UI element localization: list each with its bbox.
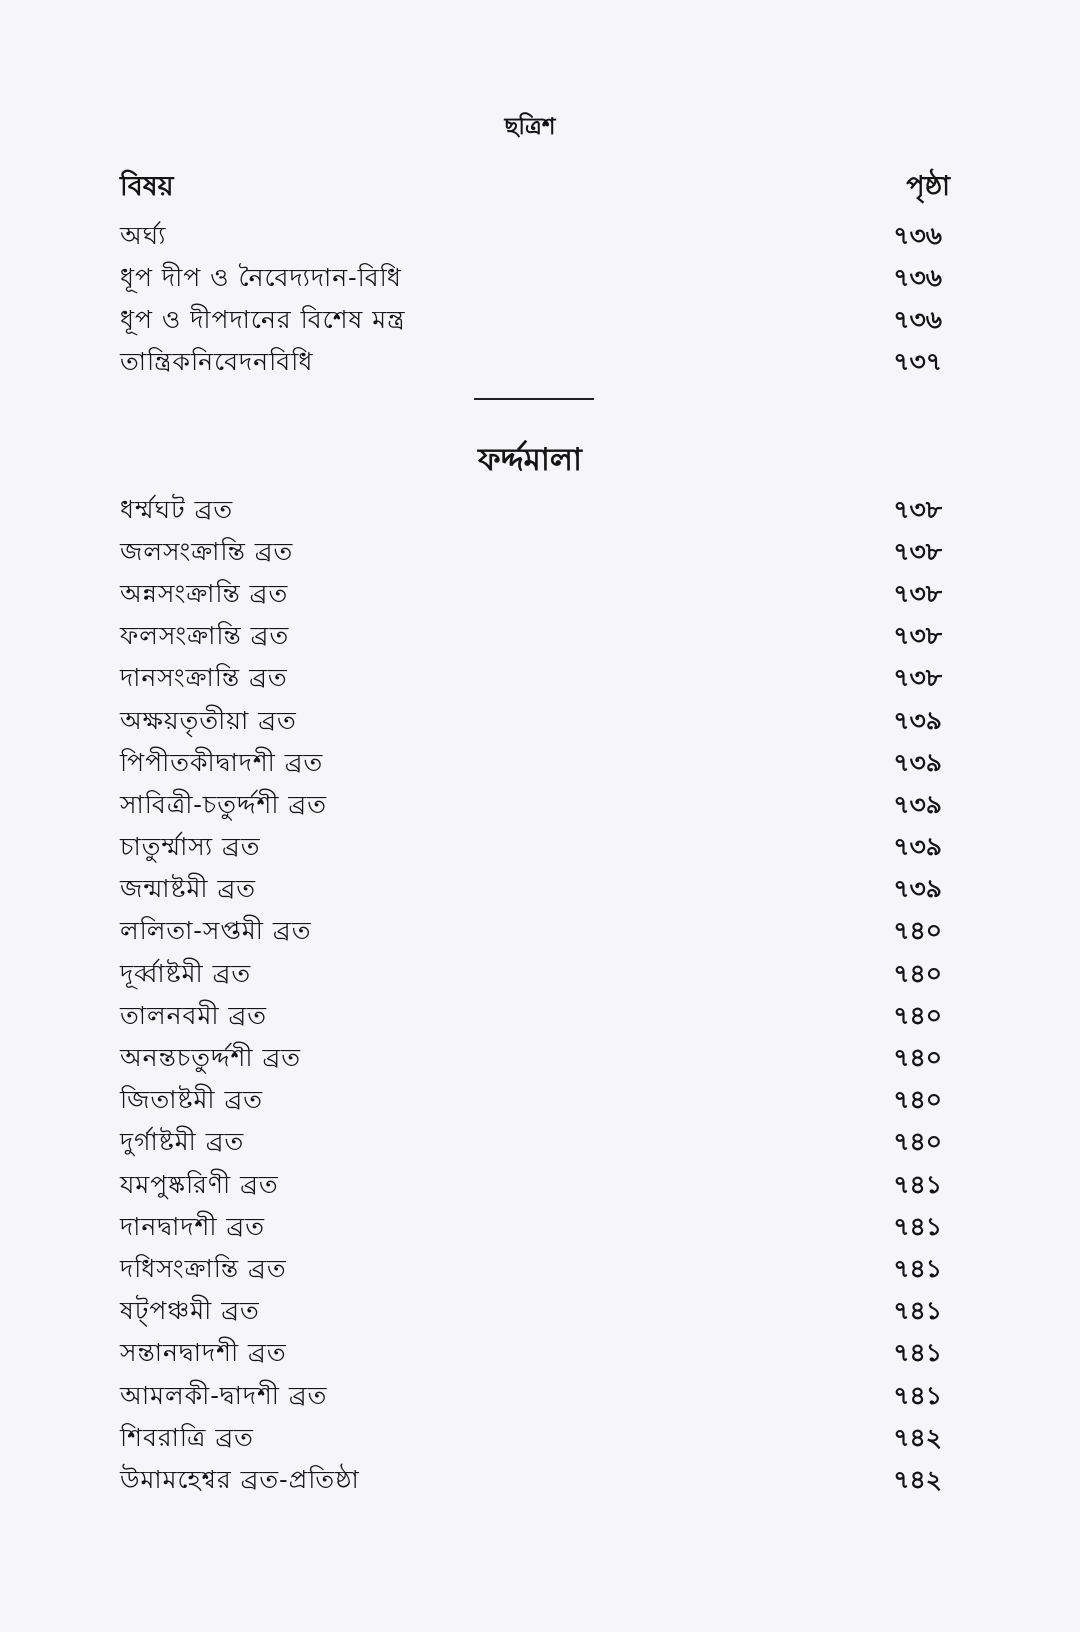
toc-entry	[120, 1205, 950, 1247]
toc-entry	[120, 1416, 950, 1458]
toc-entry	[120, 1332, 950, 1374]
toc-entry-title: চাতুর্ম্মাস্য ব্রত	[120, 832, 261, 862]
subject-column-label: বিষয়	[120, 171, 174, 202]
toc-entry-page: ৭৩৮	[893, 578, 942, 608]
toc-entry	[120, 741, 950, 783]
toc-entry-page: ৭৪০	[893, 1085, 942, 1115]
toc-entry-page: ৭৩৯	[893, 832, 942, 862]
toc-entry-title: ধূপ ও দীপদানের বিশেষ মন্ত্র	[120, 304, 406, 334]
toc-entry	[120, 256, 950, 298]
toc-entry-title: যমপুষ্করিণী ব্রত	[120, 1169, 279, 1199]
toc-entry-page: ৭৩৬	[893, 262, 942, 292]
toc-entry	[120, 1374, 950, 1416]
toc-entry-title: দানদ্বাদশী ব্রত	[120, 1211, 265, 1241]
toc-entry-title: শিবরাত্রি ব্রত	[120, 1422, 254, 1452]
toc-entry-page: ৭৩৯	[893, 705, 942, 735]
toc-entry	[120, 572, 950, 614]
toc-entry-page: ৭৩৬	[893, 304, 942, 334]
toc-entry	[120, 298, 950, 340]
toc-entry-page: ৭৩৭	[893, 346, 942, 376]
section-title: ফর্দ্দমালা	[478, 442, 582, 478]
toc-entry-title: উমামহেশ্বর ব্রত-প্রতিষ্ঠা	[120, 1464, 360, 1494]
toc-entry	[120, 699, 950, 741]
toc-entry	[120, 530, 950, 572]
toc-entry	[120, 994, 950, 1036]
toc-entry-title: দানসংক্রান্তি ব্রত	[120, 663, 288, 693]
toc-entry-title: অক্ষয়তৃতীয়া ব্রত	[120, 705, 297, 735]
toc-entry-page: ৭৩৯	[893, 874, 942, 904]
toc-entry	[120, 488, 950, 530]
toc-entry-title: জিতাষ্টমী ব্রত	[120, 1085, 264, 1115]
toc-entry-page: ৭৪১	[893, 1169, 942, 1199]
toc-entry-page: ৭৪১	[893, 1211, 942, 1241]
toc-entry	[120, 1163, 950, 1205]
toc-entry-title: তান্ত্রিকনিবেদনবিধি	[120, 346, 314, 376]
toc-entry-page: ৭৪০	[893, 958, 942, 988]
toc-entry	[120, 868, 950, 910]
section-divider	[474, 398, 594, 400]
toc-entry-page: ৭৪২	[893, 1422, 942, 1452]
toc-entry-page: ৭৩৮	[893, 536, 942, 566]
toc-list-first	[120, 214, 950, 382]
toc-entry	[120, 657, 950, 699]
toc-entry-title: জলসংক্রান্তি ব্রত	[120, 536, 294, 566]
toc-entry	[120, 340, 950, 382]
toc-entry-page: ৭৪১	[893, 1338, 942, 1368]
toc-entry	[120, 952, 950, 994]
toc-entry	[120, 910, 950, 952]
toc-entry-page: ৭৩৮	[893, 663, 942, 693]
toc-entry-title: তালনবমী ব্রত	[120, 1000, 267, 1030]
toc-entry-title: পিপীতকীদ্বাদশী ব্রত	[120, 747, 324, 777]
toc-entry-page: ৭৪১	[893, 1380, 942, 1410]
toc-entry-title: অন্নসংক্রান্তি ব্রত	[120, 578, 289, 608]
toc-entry-page: ৭৪১	[893, 1296, 942, 1326]
toc-entry	[120, 1290, 950, 1332]
toc-entry-title: ষট্‌পঞ্চমী ব্রত	[120, 1296, 260, 1326]
toc-entry-title: অনন্তচতুর্দ্দশী ব্রত	[120, 1043, 301, 1073]
toc-entry-title: ধূপ দীপ ও নৈবেদ্যদান-বিধি	[120, 262, 402, 292]
toc-entry-title: ধর্ম্মঘট ব্রত	[120, 494, 234, 524]
toc-entry-page: ৭৩৯	[893, 747, 942, 777]
toc-entry	[120, 826, 950, 868]
toc-entry	[120, 214, 950, 256]
toc-entry-title: অর্ঘ্য	[120, 220, 167, 250]
toc-entry-page: ৭৪০	[893, 1043, 942, 1073]
toc-entry	[120, 1079, 950, 1121]
toc-entry-title: সন্তানদ্বাদশী ব্রত	[120, 1338, 287, 1368]
toc-entry-page: ৭৩৯	[893, 789, 942, 819]
toc-entry-title: ললিতা-সপ্তমী ব্রত	[120, 916, 312, 946]
toc-entry	[120, 1121, 950, 1163]
toc-entry-page: ৭৪১	[893, 1253, 942, 1283]
toc-entry-page: ৭৩৬	[893, 220, 942, 250]
toc-entry-title: সাবিত্রী-চতুর্দ্দশী ব্রত	[120, 789, 327, 819]
toc-entry-title: দূর্ব্বাষ্টমী ব্রত	[120, 958, 252, 988]
toc-entry	[120, 1036, 950, 1078]
toc-entry-title: জন্মাষ্টমী ব্রত	[120, 874, 257, 904]
toc-list-second	[120, 488, 950, 1501]
toc-entry	[120, 615, 950, 657]
toc-entry-page: ৭৩৮	[893, 494, 942, 524]
toc-entry-title: দধিসংক্রান্তি ব্রত	[120, 1253, 287, 1283]
toc-entry-page: ৭৪০	[893, 1127, 942, 1157]
toc-entry-page: ৭৪০	[893, 916, 942, 946]
toc-entry-page: ৭৪০	[893, 1000, 942, 1030]
toc-entry	[120, 783, 950, 825]
toc-entry-title: ফলসংক্রান্তি ব্রত	[120, 621, 290, 651]
toc-entry-title: দুর্গাষ্টমী ব্রত	[120, 1127, 245, 1157]
toc-header	[120, 166, 950, 211]
toc-entry	[120, 1458, 950, 1500]
toc-entry	[120, 1247, 950, 1289]
toc-entry-title: আমলকী-দ্বাদশী ব্রত	[120, 1380, 328, 1410]
toc-entry-page: ৭৪২	[893, 1464, 942, 1494]
page-folio: ছত্রিশ	[504, 113, 556, 140]
page-column-label: পৃষ্ঠা	[906, 171, 950, 202]
toc-entry-page: ৭৩৮	[893, 621, 942, 651]
